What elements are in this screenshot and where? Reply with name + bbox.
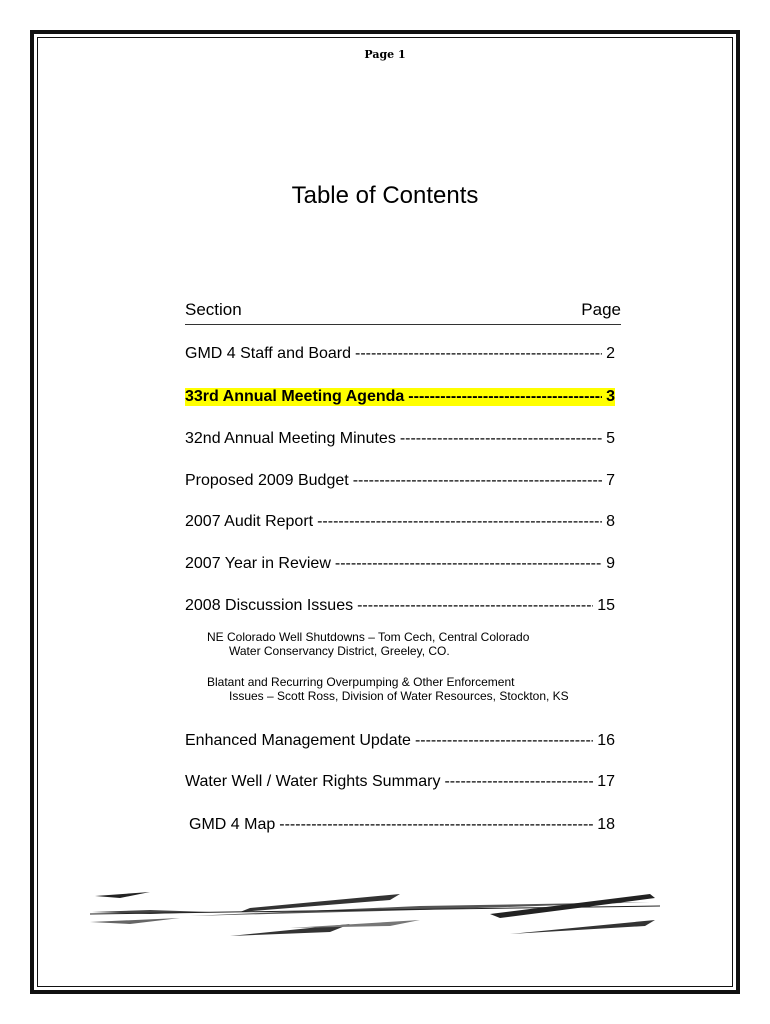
dot-leader bbox=[353, 472, 602, 490]
toc-entry-title: Enhanced Management Update bbox=[185, 732, 411, 749]
sub-entry-line1: Blatant and Recurring Overpumping & Other Enforcement bbox=[207, 675, 515, 689]
toc-entry-page: 5 bbox=[606, 430, 615, 447]
sub-entry-line1: NE Colorado Well Shutdowns – Tom Cech, Central Colorado bbox=[207, 630, 530, 644]
table-of-contents bbox=[185, 300, 621, 833]
dot-leader bbox=[415, 732, 593, 750]
toc-entry-page: 7 bbox=[606, 472, 615, 489]
section-column-header: Section bbox=[185, 300, 242, 319]
dot-leader bbox=[444, 773, 593, 791]
toc-entry-meeting-minutes[interactable] bbox=[185, 430, 615, 448]
toc-entry-title: GMD 4 Staff and Board bbox=[185, 345, 352, 362]
toc-entry-page: 16 bbox=[597, 732, 615, 749]
toc-entry-page: 15 bbox=[597, 597, 615, 614]
toc-entry-enhanced-management[interactable] bbox=[185, 732, 615, 750]
toc-entry-year-in-review[interactable] bbox=[185, 555, 615, 573]
toc-entry-page: 2 bbox=[606, 345, 615, 362]
toc-entry-proposed-budget[interactable] bbox=[185, 472, 615, 490]
toc-entry-title: 2007 Audit Report bbox=[185, 513, 314, 530]
toc-entry-page: 18 bbox=[597, 816, 615, 833]
toc-entry-title: 2007 Year in Review bbox=[185, 555, 331, 572]
toc-entry-staff-board[interactable] bbox=[185, 345, 615, 363]
decorative-footer-swoosh bbox=[90, 888, 660, 940]
toc-entry-page: 17 bbox=[597, 773, 615, 790]
toc-sub-entry-overpumping[interactable] bbox=[207, 675, 569, 703]
toc-entry-map[interactable] bbox=[189, 816, 615, 834]
sub-entry-line2: Water Conservancy District, Greeley, CO. bbox=[229, 644, 450, 658]
sub-entry-line2: Issues – Scott Ross, Division of Water Resources, Stockton, KS bbox=[229, 689, 569, 703]
dot-leader bbox=[355, 345, 602, 363]
dot-leader bbox=[357, 597, 593, 615]
toc-entry-title: Water Well / Water Rights Summary bbox=[185, 773, 441, 790]
toc-entry-audit-report[interactable] bbox=[185, 513, 615, 531]
toc-entry-annual-meeting-agenda[interactable] bbox=[185, 388, 615, 406]
page-number-label: Page 1 bbox=[364, 48, 406, 61]
toc-entry-discussion-issues[interactable] bbox=[185, 597, 615, 615]
dot-leader bbox=[317, 513, 602, 531]
toc-entry-title: GMD 4 Map bbox=[189, 816, 276, 833]
toc-entry-page: 3 bbox=[606, 388, 615, 405]
toc-entry-title: Proposed 2009 Budget bbox=[185, 472, 349, 489]
toc-entry-page: 9 bbox=[606, 555, 615, 572]
toc-entry-page: 8 bbox=[606, 513, 615, 530]
toc-entry-water-rights-summary[interactable] bbox=[185, 773, 615, 791]
dot-leader bbox=[335, 555, 602, 573]
toc-entry-title: 33rd Annual Meeting Agenda bbox=[185, 388, 405, 405]
dot-leader bbox=[408, 388, 602, 406]
document-title: Table of Contents bbox=[291, 182, 479, 209]
dot-leader bbox=[279, 816, 593, 834]
toc-entry-title: 32nd Annual Meeting Minutes bbox=[185, 430, 396, 447]
page-border-inner bbox=[37, 37, 733, 987]
toc-entry-title: 2008 Discussion Issues bbox=[185, 597, 354, 614]
dot-leader bbox=[400, 430, 602, 448]
toc-header bbox=[185, 300, 621, 325]
page-column-header: Page bbox=[581, 300, 621, 319]
toc-sub-entry-well-shutdowns[interactable] bbox=[207, 630, 529, 658]
